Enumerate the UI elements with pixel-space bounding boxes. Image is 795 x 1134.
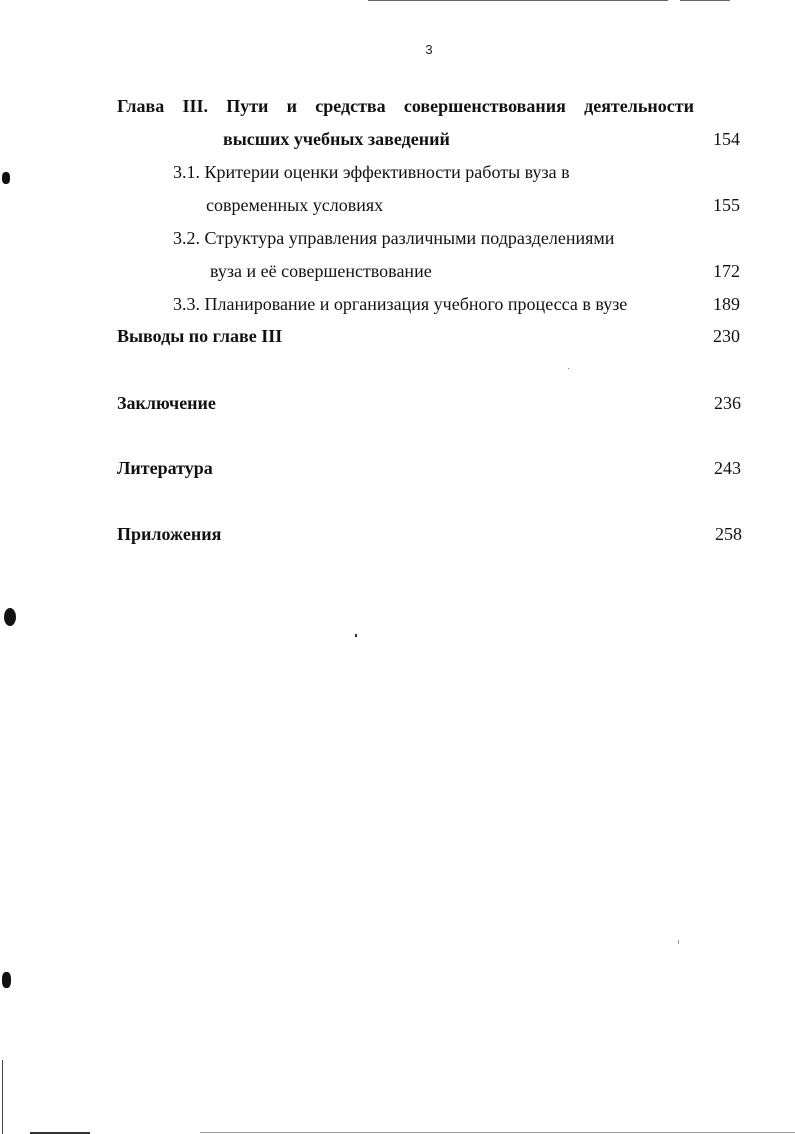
section-3-1-page: 155 bbox=[713, 195, 740, 215]
scan-bottom-edge-2 bbox=[200, 1132, 795, 1133]
section-3-2-line2: вуза и её совершенствование bbox=[210, 261, 432, 281]
literature-title: Литература bbox=[117, 458, 213, 478]
appendices-title: Приложения bbox=[117, 524, 222, 544]
page-number: 3 bbox=[425, 42, 433, 57]
word: совершенствования bbox=[403, 96, 566, 116]
conclusion-title: Заключение bbox=[117, 393, 216, 413]
word: средства bbox=[315, 96, 386, 116]
section-3-3-page: 189 bbox=[713, 294, 740, 314]
punch-hole-mark bbox=[4, 608, 16, 626]
literature-page: 243 bbox=[714, 458, 741, 478]
punch-hole-mark bbox=[2, 172, 10, 184]
scan-top-edge-2 bbox=[680, 0, 730, 1]
word: Пути bbox=[226, 96, 269, 116]
section-3-3-line1: 3.3. Планирование и организация учебного процесса в вузе bbox=[173, 294, 628, 314]
chapter-3-title-line2: высших учебных заведений bbox=[223, 129, 450, 149]
appendices-page: 258 bbox=[715, 524, 742, 544]
word: III. bbox=[182, 96, 208, 116]
conclusions-chapter-3-title: Выводы по главе III bbox=[117, 326, 283, 346]
section-3-1-line1: 3.1. Критерии оценки эффективности работы вуза в bbox=[173, 162, 570, 182]
scan-top-edge bbox=[368, 0, 668, 1]
word: и bbox=[286, 96, 298, 116]
section-3-2-line1: 3.2. Структура управления различными подразделениями bbox=[173, 228, 615, 248]
chapter-3-title-line1 bbox=[117, 95, 694, 117]
section-3-2-page: 172 bbox=[713, 261, 740, 281]
conclusion-page: 236 bbox=[714, 393, 741, 413]
speck bbox=[568, 368, 569, 369]
section-3-1-line2: современных условиях bbox=[206, 195, 384, 215]
word: деятельности bbox=[584, 96, 694, 116]
speck bbox=[678, 940, 679, 944]
word: Глава bbox=[117, 96, 165, 116]
scan-left-edge bbox=[2, 1060, 3, 1134]
chapter-3-page: 154 bbox=[713, 129, 740, 149]
speck bbox=[355, 634, 357, 637]
punch-hole-mark bbox=[2, 972, 11, 988]
conclusions-chapter-3-page: 230 bbox=[713, 326, 740, 346]
